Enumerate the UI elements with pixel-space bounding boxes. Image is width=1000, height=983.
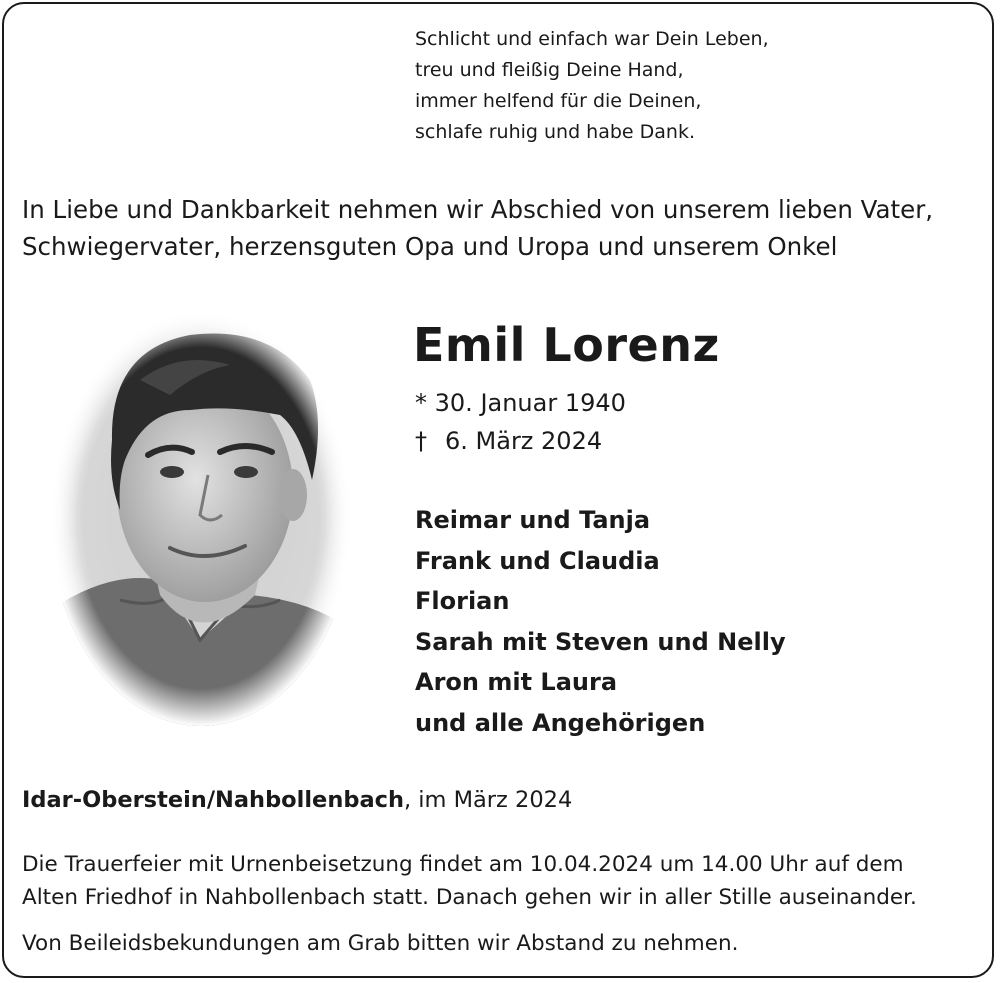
mourner-entry: Aron mit Laura [415, 668, 618, 696]
poem-line: immer helfend für die Deinen, [415, 90, 702, 112]
mourner-entry: Reimar und Tanja [415, 506, 651, 534]
poem-line: treu und fleißig Deine Hand, [415, 59, 684, 81]
memorial-poem [415, 24, 769, 148]
death-row [415, 422, 626, 460]
poem-line: schlafe ruhig und habe Dank. [415, 121, 696, 143]
life-dates [415, 384, 626, 460]
birth-row [415, 384, 626, 422]
notice-line: Alten Friedhof in Nahbollenbach statt. Danach gehen wir in aller Stille auseinander. [22, 885, 917, 910]
location: Idar-Oberstein/Nahbollenbach [22, 787, 404, 813]
mourners-list [415, 500, 786, 743]
birth-date: 30. Januar 1940 [434, 389, 626, 417]
deceased-name: Emil Lorenz [413, 318, 720, 372]
notice-line: Die Trauerfeier mit Urnenbeisetzung findet am 10.04.2024 um 14.00 Uhr auf dem [22, 852, 904, 877]
mourner-entry: Frank und Claudia [415, 546, 660, 575]
farewell-intro [22, 191, 933, 265]
portrait-photo [50, 310, 352, 726]
death-date: 6. März 2024 [445, 427, 603, 455]
intro-line: Schwiegervater, herzensguten Opa und Uropa und unserem Onkel [22, 232, 838, 261]
condolence-request: Von Beileidsbekundungen am Grab bitten wir Abstand zu nehmen. [22, 931, 739, 956]
intro-line: In Liebe und Dankbarkeit nehmen wir Abschied von unserem lieben Vater, [22, 195, 934, 224]
place-date-line [22, 783, 572, 817]
funeral-notice [22, 848, 917, 914]
mourner-entry: Florian [415, 587, 510, 615]
mourner-entry: und alle Angehörigen [415, 708, 706, 737]
month-date: , im März 2024 [403, 787, 573, 813]
mourner-entry: Sarah mit Steven und Nelly [415, 627, 786, 656]
birth-symbol: * [415, 389, 427, 417]
poem-line: Schlicht und einfach war Dein Leben, [415, 28, 769, 50]
cross-icon: † [415, 427, 427, 455]
